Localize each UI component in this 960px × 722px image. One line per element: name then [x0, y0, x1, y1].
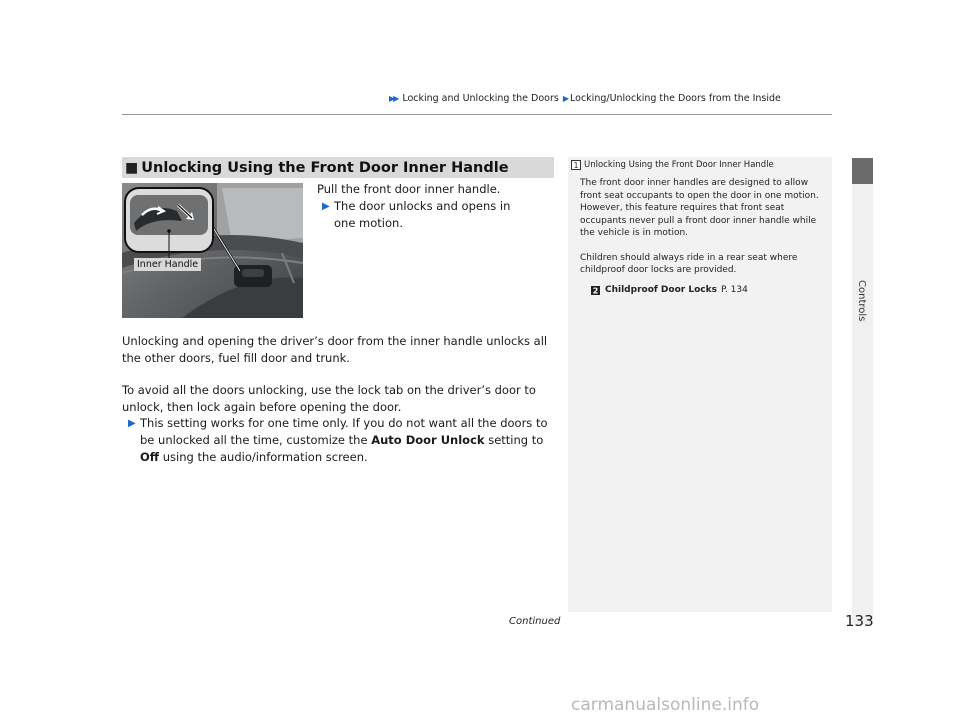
- inner-handle-callout: Inner Handle: [134, 258, 201, 271]
- note-title-text: Unlocking Using the Front Door Inner Handle: [584, 160, 774, 170]
- page-number: 133: [845, 612, 874, 630]
- tip-text-before: This setting works for one time only. If you do not want all the doors to be unlocked all the time, customize the: [140, 416, 548, 447]
- instruction-result-text: The door unlocks and opens in one motion.: [334, 199, 511, 230]
- breadcrumb-level-1[interactable]: Locking and Unlocking the Doors: [402, 93, 559, 104]
- paragraph-inner-handle-unlock: Unlocking and opening the driver’s door from the inner handle unlocks all the other doors, fuel fill door and trunk.: [122, 334, 548, 365]
- section-marker-icon: ■: [125, 159, 139, 176]
- auto-door-unlock-setting: Auto Door Unlock: [371, 433, 485, 447]
- note-paragraph-1: The front door inner handles are designed to allow front seat occupants to open the door in one motion. However, this feature requires that front seat occupants never pull a front door inner handle while the vehicle is in motion.: [580, 178, 819, 238]
- instruction-block: [317, 181, 557, 232]
- setting-tip: [128, 415, 558, 466]
- note-body: [580, 177, 828, 277]
- side-tab[interactable]: [850, 280, 875, 360]
- door-handle-photo: [122, 183, 303, 318]
- setting-value-off: Off: [140, 450, 160, 464]
- paragraph-avoid-unlock: To avoid all the doors unlocking, use the lock tab on the driver’s door to unlock, then lock again before opening the door.: [122, 383, 536, 414]
- note-paragraph-2: Children should always ride in a rear seat where childproof door locks are provided.: [580, 252, 798, 275]
- header-divider: [122, 114, 832, 115]
- breadcrumb-arrow-icon: ▶▶: [389, 94, 398, 103]
- breadcrumb-separator-icon: ▶: [562, 94, 568, 103]
- link-label: Childproof Door Locks: [605, 285, 717, 295]
- tip-arrow-icon: ▶: [128, 418, 136, 429]
- side-tab-marker: [852, 158, 873, 184]
- svg-text:1: 1: [573, 161, 579, 170]
- setting-tip-text: [140, 415, 558, 466]
- instruction-step: Pull the front door inner handle.: [317, 182, 501, 196]
- breadcrumb: [389, 93, 781, 104]
- result-arrow-icon: ▶: [322, 201, 330, 212]
- instruction-result: [322, 198, 557, 232]
- childproof-locks-link[interactable]: [591, 285, 748, 295]
- section-header: [122, 157, 554, 178]
- tip-text-middle: setting to: [484, 433, 544, 447]
- watermark: carmanualsonline.info: [571, 695, 760, 715]
- note-title: [571, 160, 774, 170]
- note-icon: [571, 160, 581, 170]
- section-title: Unlocking Using the Front Door Inner Handle: [141, 159, 509, 176]
- side-tab-strip: [852, 184, 873, 624]
- svg-text:2: 2: [592, 286, 599, 295]
- page-reference-icon: [591, 286, 600, 295]
- continued-label: Continued: [509, 616, 561, 627]
- tip-text-after: using the audio/information screen.: [159, 450, 368, 464]
- side-tab-label: Controls: [856, 280, 867, 322]
- link-page: P. 134: [720, 285, 748, 295]
- breadcrumb-level-2[interactable]: Locking/Unlocking the Doors from the Inside: [570, 93, 781, 104]
